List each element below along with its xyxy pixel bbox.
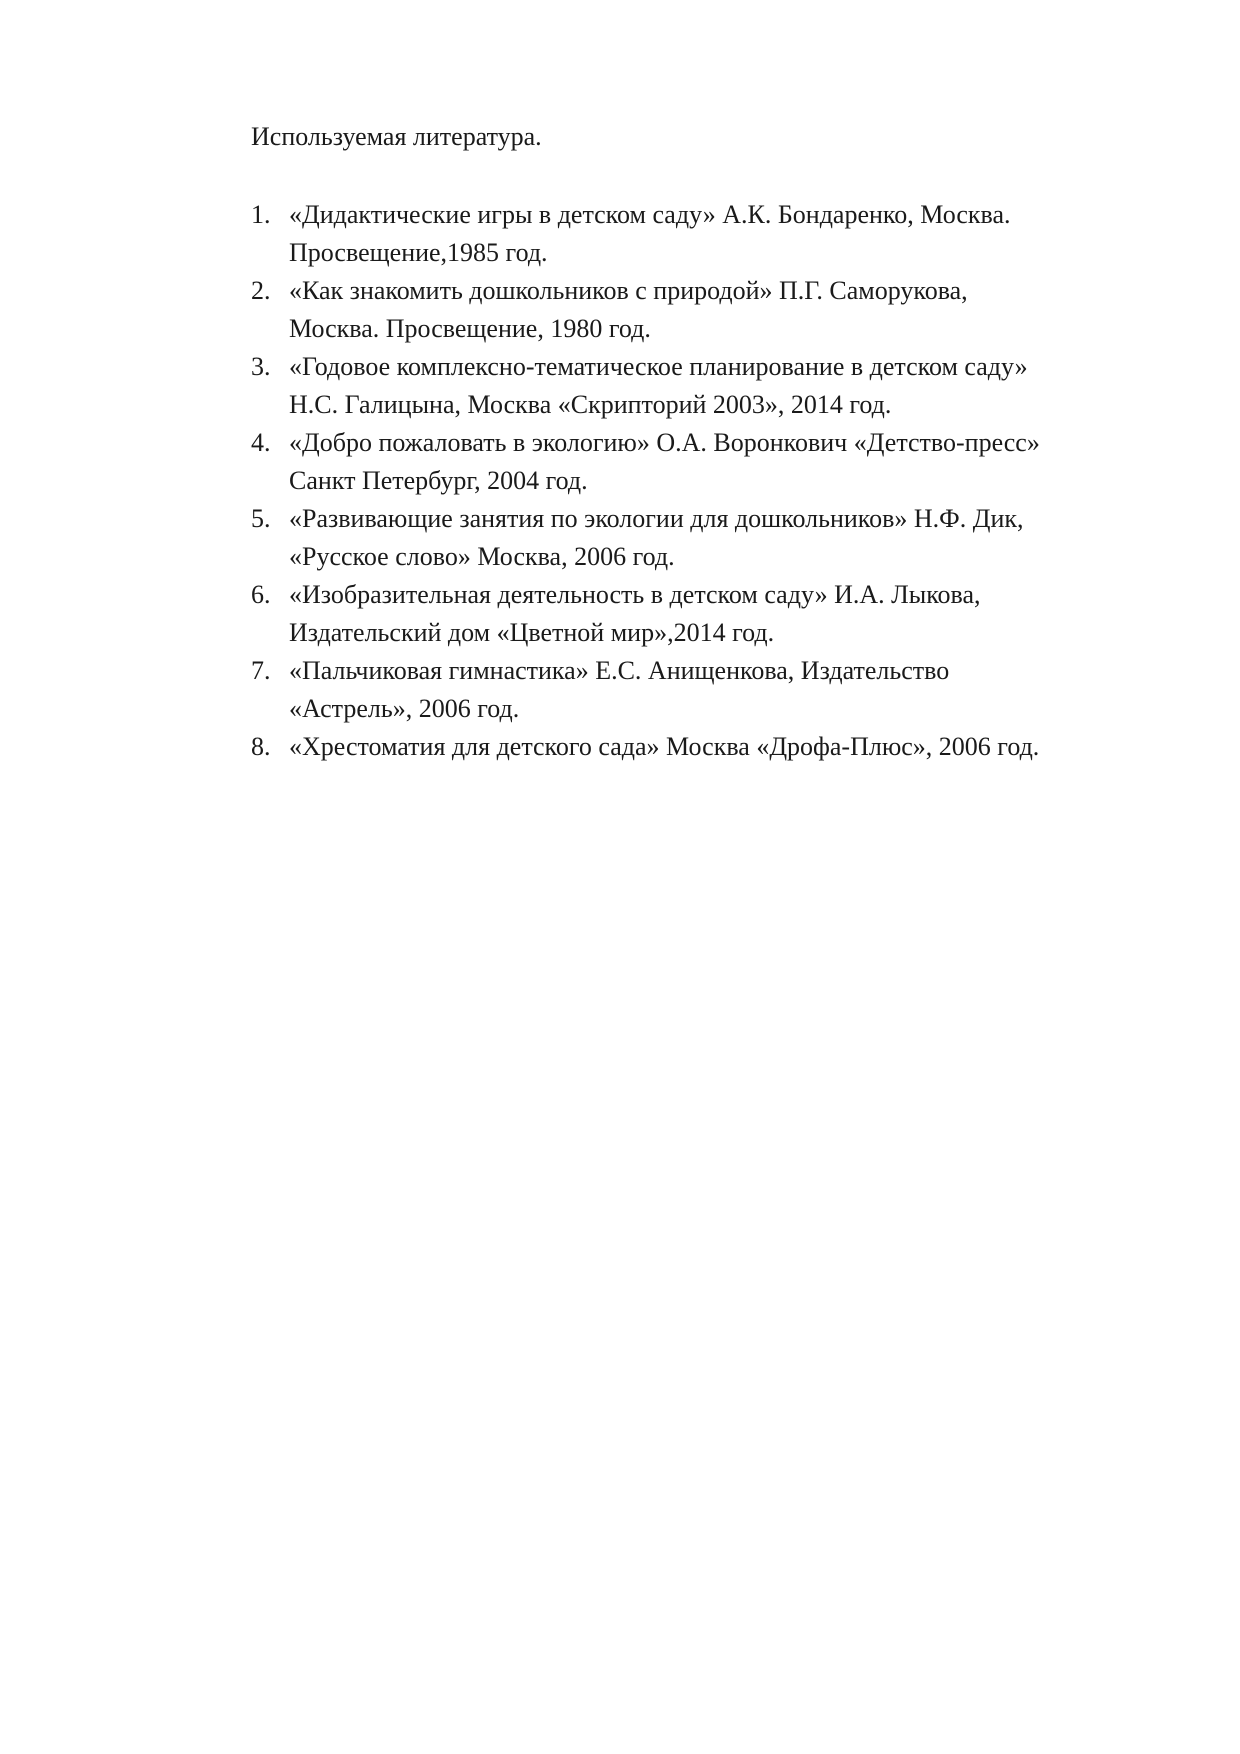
list-item-text: «Хрестоматия для детского сада» Москва «Дрофа-Плюс», 2006 год. xyxy=(289,732,1040,761)
list-item-number: 5. xyxy=(251,504,271,533)
reference-list xyxy=(251,196,1151,766)
list-item-text-continued: Издательский дом «Цветной мир»,2014 год. xyxy=(289,618,775,647)
list-item xyxy=(251,500,1151,576)
list-item xyxy=(251,728,1151,766)
list-item-number: 1. xyxy=(251,200,271,229)
list-item-text: «Развивающие занятия по экологии для дошкольников» Н.Ф. Дик, xyxy=(289,504,1024,533)
list-item-text: «Изобразительная деятельность в детском саду» И.А. Лыкова, xyxy=(289,580,981,609)
list-item-text: «Добро пожаловать в экологию» О.А. Воронкович «Детство-пресс» xyxy=(289,428,1040,457)
list-item-number: 4. xyxy=(251,428,271,457)
page-heading: Используемая литература. xyxy=(251,122,542,151)
list-item xyxy=(251,348,1151,424)
list-item-text: «Дидактические игры в детском саду» А.К. Бондаренко, Москва. xyxy=(289,200,1011,229)
list-item-text-continued: Санкт Петербург, 2004 год. xyxy=(289,466,588,495)
list-item-number: 7. xyxy=(251,656,271,685)
list-item-number: 2. xyxy=(251,276,271,305)
list-item-number: 8. xyxy=(251,732,271,761)
list-item-text-continued: Н.С. Галицына, Москва «Скрипторий 2003», 2014 год. xyxy=(289,390,892,419)
list-item-number: 3. xyxy=(251,352,271,381)
list-item xyxy=(251,424,1151,500)
list-item-text-continued: Просвещение,1985 год. xyxy=(289,238,548,267)
list-item-text-continued: Москва. Просвещение, 1980 год. xyxy=(289,314,651,343)
list-item-number: 6. xyxy=(251,580,271,609)
list-item xyxy=(251,652,1151,728)
list-item xyxy=(251,576,1151,652)
list-item-text: «Как знакомить дошкольников с природой» П.Г. Саморукова, xyxy=(289,276,968,305)
list-item xyxy=(251,272,1151,348)
list-item xyxy=(251,196,1151,272)
list-item-text-continued: «Русское слово» Москва, 2006 год. xyxy=(289,542,675,571)
list-item-text: «Годовое комплексно-тематическое планирование в детском саду» xyxy=(289,352,1028,381)
list-item-text-continued: «Астрель», 2006 год. xyxy=(289,694,520,723)
list-item-text: «Пальчиковая гимнастика» Е.С. Анищенкова, Издательство xyxy=(289,656,950,685)
